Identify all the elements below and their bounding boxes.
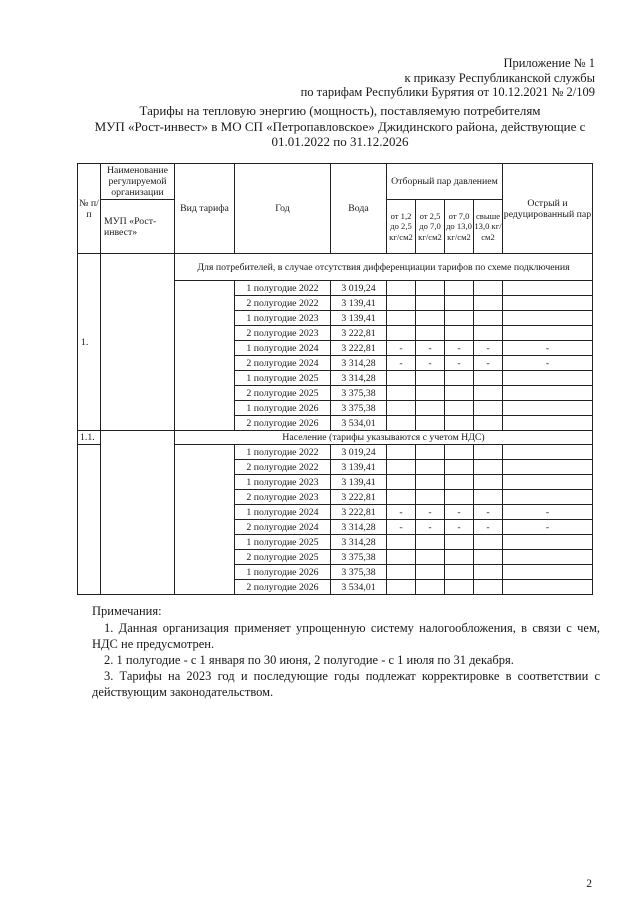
title-line-3: 01.01.2022 по 31.12.2026: [271, 134, 409, 149]
period-cell: 1 полугодие 2024: [235, 341, 331, 356]
tariff-table: [77, 163, 593, 595]
sharp-steam-value-cell: [503, 386, 593, 401]
tariff-type-cell: [175, 445, 235, 595]
steam-value-cell: [445, 580, 474, 595]
period-cell: 1 полугодие 2026: [235, 401, 331, 416]
steam-value-cell: [387, 445, 416, 460]
steam-value-cell: [416, 281, 445, 296]
sharp-steam-value-cell: -: [503, 520, 593, 535]
steam-value-cell: [445, 296, 474, 311]
period-cell: 1 полугодие 2025: [235, 535, 331, 550]
steam-value-cell: [416, 296, 445, 311]
steam-value-cell: [387, 371, 416, 386]
steam-value-cell: [416, 445, 445, 460]
steam-value-cell: [416, 371, 445, 386]
steam-value-cell: [474, 565, 503, 580]
header-pressure-3: от 7,0 до 13,0 кг/см2: [445, 200, 474, 254]
period-cell: 1 полугодие 2022: [235, 445, 331, 460]
steam-value-cell: [387, 311, 416, 326]
period-cell: 2 полугодие 2023: [235, 326, 331, 341]
steam-value-cell: [474, 460, 503, 475]
title-line-2: МУП «Рост-инвест» в МО СП «Петропавловское» Джидинского района, действующие с: [94, 118, 586, 134]
steam-value-cell: [387, 475, 416, 490]
steam-value-cell: [445, 401, 474, 416]
steam-value-cell: -: [387, 505, 416, 520]
steam-value-cell: [416, 460, 445, 475]
sharp-steam-value-cell: -: [503, 356, 593, 371]
water-value-cell: 3 222,81: [331, 490, 387, 505]
water-value-cell: 3 222,81: [331, 341, 387, 356]
period-cell: 2 полугодие 2023: [235, 490, 331, 505]
steam-value-cell: -: [416, 341, 445, 356]
tariff-type-cell: [175, 281, 235, 431]
water-value-cell: 3 314,28: [331, 371, 387, 386]
sharp-steam-value-cell: [503, 565, 593, 580]
steam-value-cell: -: [474, 356, 503, 371]
steam-value-cell: [387, 565, 416, 580]
steam-value-cell: -: [445, 520, 474, 535]
steam-value-cell: [416, 311, 445, 326]
water-value-cell: 3 314,28: [331, 356, 387, 371]
sharp-steam-value-cell: [503, 326, 593, 341]
steam-value-cell: [474, 416, 503, 431]
period-cell: 2 полугодие 2025: [235, 550, 331, 565]
steam-value-cell: [474, 445, 503, 460]
period-cell: 2 полугодие 2022: [235, 296, 331, 311]
section-population: [78, 431, 593, 595]
water-value-cell: 3 139,41: [331, 475, 387, 490]
water-value-cell: 3 314,28: [331, 520, 387, 535]
water-value-cell: 3 222,81: [331, 326, 387, 341]
steam-value-cell: [474, 326, 503, 341]
steam-value-cell: [387, 401, 416, 416]
header-water: Вода: [331, 164, 387, 254]
header-steam-group: Отборный пар давлением: [387, 164, 503, 200]
steam-value-cell: [474, 475, 503, 490]
steam-value-cell: [387, 281, 416, 296]
sharp-steam-value-cell: [503, 371, 593, 386]
steam-value-cell: [474, 580, 503, 595]
water-value-cell: 3 019,24: [331, 281, 387, 296]
period-cell: 2 полугодие 2025: [235, 386, 331, 401]
steam-value-cell: [387, 490, 416, 505]
category-label: Население (тарифы указываются с учетом НДС): [175, 431, 593, 445]
steam-value-cell: [387, 535, 416, 550]
sharp-steam-value-cell: [503, 311, 593, 326]
steam-value-cell: [445, 460, 474, 475]
steam-value-cell: -: [387, 520, 416, 535]
document-title: [80, 103, 600, 150]
steam-value-cell: -: [416, 356, 445, 371]
appendix-header: [175, 56, 595, 100]
steam-value-cell: [416, 475, 445, 490]
steam-value-cell: [474, 371, 503, 386]
steam-value-cell: [474, 386, 503, 401]
notes-heading: Примечания:: [92, 604, 162, 618]
steam-value-cell: [387, 580, 416, 595]
org-cell-empty: [101, 254, 175, 431]
header-pressure-4: свыше 13,0 кг/см2: [474, 200, 503, 254]
sharp-steam-value-cell: [503, 490, 593, 505]
steam-value-cell: [416, 580, 445, 595]
period-cell: 2 полугодие 2026: [235, 580, 331, 595]
steam-value-cell: [445, 550, 474, 565]
category-row: [78, 254, 593, 281]
steam-value-cell: [416, 416, 445, 431]
appendix-line-2: к приказу Республиканской службы: [404, 70, 595, 85]
sharp-steam-value-cell: [503, 445, 593, 460]
steam-value-cell: [474, 401, 503, 416]
note-1: 1. Данная организация применяет упрощенную систему налогообложения, в связи с чем, НДС не предусмотрен.: [92, 621, 600, 651]
steam-value-cell: -: [445, 356, 474, 371]
steam-value-cell: [387, 460, 416, 475]
sharp-steam-value-cell: [503, 416, 593, 431]
period-cell: 1 полугодие 2023: [235, 475, 331, 490]
steam-value-cell: [474, 535, 503, 550]
period-cell: 1 полугодие 2025: [235, 371, 331, 386]
water-value-cell: 3 534,01: [331, 580, 387, 595]
period-cell: 2 полугодие 2024: [235, 356, 331, 371]
row-number: 1.1.: [78, 431, 101, 445]
period-cell: 1 полугодие 2026: [235, 565, 331, 580]
period-cell: 2 полугодие 2024: [235, 520, 331, 535]
water-value-cell: 3 139,41: [331, 296, 387, 311]
steam-value-cell: [445, 386, 474, 401]
sharp-steam-value-cell: [503, 475, 593, 490]
steam-value-cell: [445, 281, 474, 296]
steam-value-cell: [387, 296, 416, 311]
header-org-label: Наименование регулируемой организации: [101, 164, 175, 200]
steam-value-cell: [416, 401, 445, 416]
water-value-cell: 3 139,41: [331, 311, 387, 326]
steam-value-cell: [445, 371, 474, 386]
steam-value-cell: [416, 565, 445, 580]
header-tariff-type: Вид тарифа: [175, 164, 235, 254]
row-number: 1.: [78, 254, 101, 431]
header-year: Год: [235, 164, 331, 254]
steam-value-cell: -: [474, 520, 503, 535]
steam-value-cell: [416, 535, 445, 550]
header-sharp-steam: Острый и редуцированный пар: [503, 164, 593, 254]
water-value-cell: 3 375,38: [331, 550, 387, 565]
section-general: [78, 254, 593, 431]
steam-value-cell: [416, 386, 445, 401]
water-value-cell: 3 222,81: [331, 505, 387, 520]
sharp-steam-value-cell: [503, 550, 593, 565]
header-org-value: МУП «Рост-инвест»: [101, 200, 175, 254]
steam-value-cell: [474, 311, 503, 326]
steam-value-cell: -: [474, 341, 503, 356]
steam-value-cell: [445, 475, 474, 490]
appendix-line-1: Приложение № 1: [503, 56, 595, 70]
category-label: Для потребителей, в случае отсутствия дифференциации тарифов по схеме подключения: [175, 254, 593, 281]
water-value-cell: 3 375,38: [331, 565, 387, 580]
org-cell-empty: [101, 431, 175, 595]
period-cell: 1 полугодие 2024: [235, 505, 331, 520]
page-number: 2: [586, 878, 592, 890]
notes: [92, 603, 600, 700]
steam-value-cell: -: [445, 505, 474, 520]
steam-value-cell: [416, 490, 445, 505]
steam-value-cell: [474, 296, 503, 311]
steam-value-cell: -: [416, 505, 445, 520]
water-value-cell: 3 139,41: [331, 460, 387, 475]
steam-value-cell: [387, 386, 416, 401]
steam-value-cell: [445, 565, 474, 580]
period-cell: 2 полугодие 2022: [235, 460, 331, 475]
water-value-cell: 3 314,28: [331, 535, 387, 550]
sharp-steam-value-cell: -: [503, 505, 593, 520]
steam-value-cell: -: [445, 341, 474, 356]
steam-value-cell: [445, 535, 474, 550]
period-cell: 1 полугодие 2023: [235, 311, 331, 326]
steam-value-cell: [416, 550, 445, 565]
steam-value-cell: [416, 326, 445, 341]
steam-value-cell: [387, 416, 416, 431]
water-value-cell: 3 375,38: [331, 386, 387, 401]
note-3: 3. Тарифы на 2023 год и последующие годы подлежат корректировке в соответствии с действующим законодательством.: [92, 669, 600, 699]
steam-value-cell: [445, 416, 474, 431]
period-cell: 2 полугодие 2026: [235, 416, 331, 431]
period-cell: 1 полугодие 2022: [235, 281, 331, 296]
steam-value-cell: [445, 326, 474, 341]
steam-value-cell: [445, 490, 474, 505]
sharp-steam-value-cell: [503, 296, 593, 311]
water-value-cell: 3 019,24: [331, 445, 387, 460]
sharp-steam-value-cell: [503, 535, 593, 550]
header-pressure-2: от 2,5 до 7,0 кг/см2: [416, 200, 445, 254]
sharp-steam-value-cell: [503, 281, 593, 296]
appendix-line-3: по тарифам Республики Бурятия от 10.12.2021 № 2/109: [300, 85, 595, 99]
steam-value-cell: [474, 490, 503, 505]
header-pressure-1: от 1,2 до 2,5 кг/см2: [387, 200, 416, 254]
note-2: 2. 1 полугодие - с 1 января по 30 июня, 2 полугодие - с 1 июля по 31 декабря.: [104, 653, 514, 667]
steam-value-cell: [387, 550, 416, 565]
steam-value-cell: [445, 311, 474, 326]
steam-value-cell: -: [387, 356, 416, 371]
sharp-steam-value-cell: [503, 460, 593, 475]
steam-value-cell: -: [474, 505, 503, 520]
steam-value-cell: [474, 281, 503, 296]
water-value-cell: 3 375,38: [331, 401, 387, 416]
row-number-empty: [78, 445, 101, 595]
sharp-steam-value-cell: [503, 401, 593, 416]
sharp-steam-value-cell: -: [503, 341, 593, 356]
steam-value-cell: [445, 445, 474, 460]
water-value-cell: 3 534,01: [331, 416, 387, 431]
sharp-steam-value-cell: [503, 580, 593, 595]
title-line-1: Тарифы на тепловую энергию (мощность), поставляемую потребителям: [139, 103, 541, 118]
header-num: № п/п: [78, 164, 101, 254]
steam-value-cell: -: [387, 341, 416, 356]
steam-value-cell: [474, 550, 503, 565]
category-row: [78, 431, 593, 445]
steam-value-cell: [387, 326, 416, 341]
steam-value-cell: -: [416, 520, 445, 535]
